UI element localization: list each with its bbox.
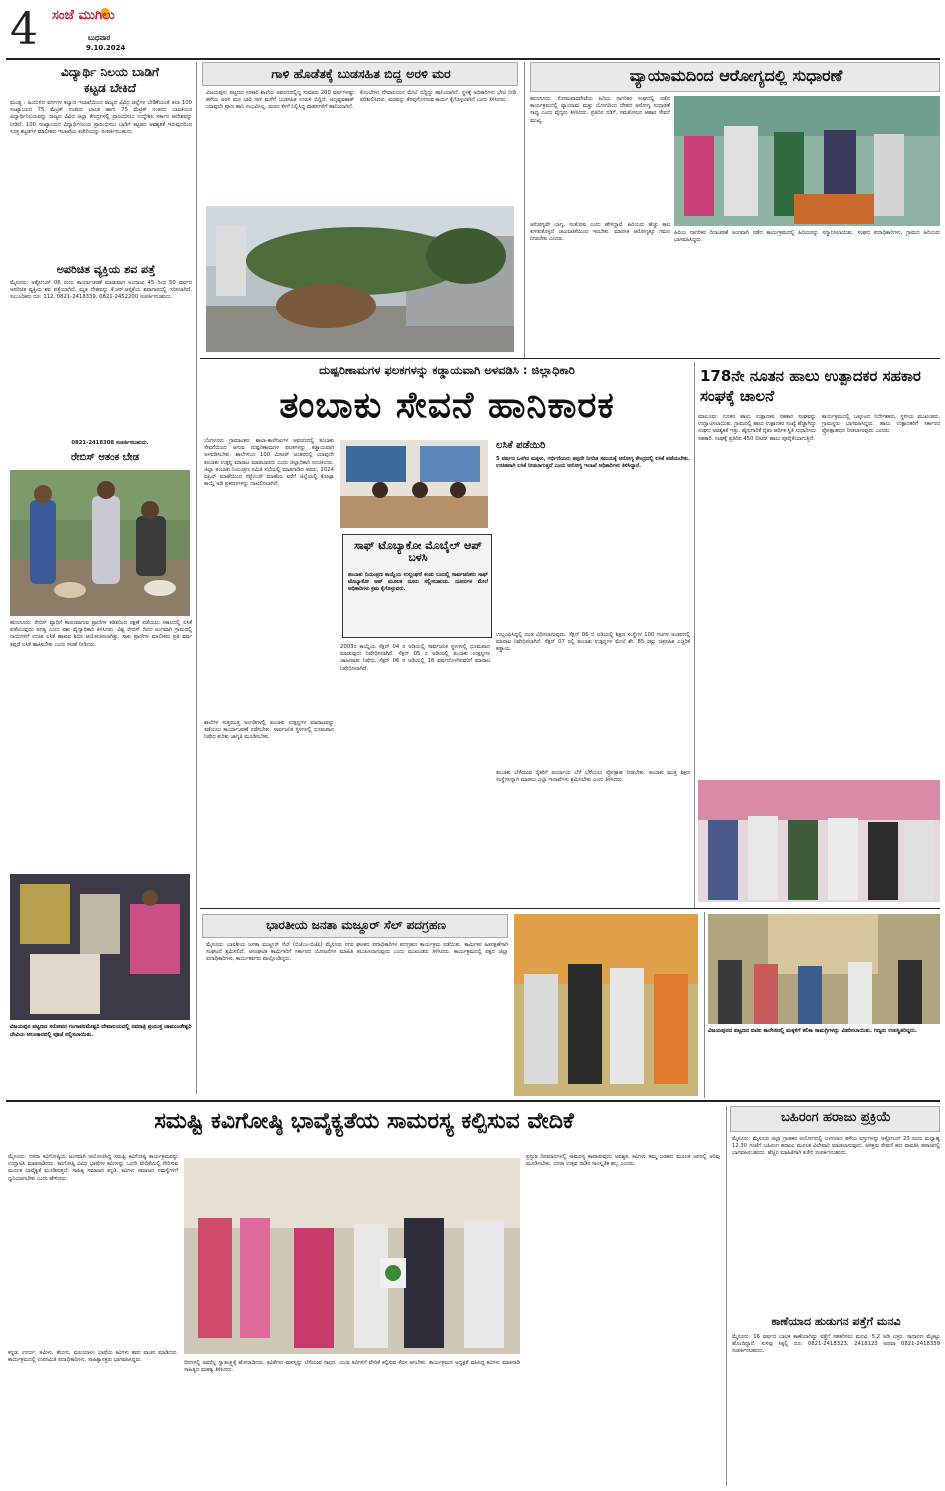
deadbody-headline: ಅಪರಿಚಿತ ವ್ಯಕ್ತಿಯ ಶವ ಪತ್ತೆ <box>56 263 156 276</box>
dairy-inauguration-image <box>698 780 940 902</box>
dairy-photo <box>698 780 940 902</box>
temple-photo <box>10 874 190 1020</box>
temple-caption: ವಿಜಯಪುರ ಪಟ್ಟಣದ ಸರೋವರ ಗಂಗಾಪರಮೇಶ್ವರಿ ದೇವಾಲಯದಲ್ಲಿ ನವರಾತ್ರಿ ಪ್ರಯುಕ್ತ ಚಾಮುಂಡೇಶ್ವರಿ ದೇವಿಯ ಅಲಂಕಾರದಲ್ಲಿ ಪೂಜೆ ಸಲ್ಲಿಸಲಾಯಿತು. <box>10 1024 192 1038</box>
section-rule-3 <box>6 1100 940 1102</box>
rabies-photo <box>10 470 190 616</box>
tobacco-callout-headline: ಸಾಫ್ ಟೊಬ್ಯಾಕೋ ಮೊಬೈಲ್ ಆಪ್ ಬಳಸಿ <box>354 539 482 565</box>
bjp-ceremony-image <box>514 914 698 1096</box>
exercise-photo <box>674 96 940 226</box>
masthead-rule <box>6 58 940 60</box>
hostel-headline-2: ಕಟ್ಟಡ ಬೇಕಿದೆ <box>84 81 136 95</box>
rabies-headline: ರೇಬಿಸ್ ಆತಂಕ ಬೇಡ <box>70 452 140 463</box>
dairy-headline: 178ನೇ ನೂತನ ಹಾಲು ಉತ್ಪಾದಕರ ಸಹಕಾರ ಸಂಘಕ್ಕೆ ಚಾಲನೆ <box>700 367 921 405</box>
column-divider-2 <box>524 62 525 358</box>
exercise-article-1: ಹುಣಸೂರು: ಸೋಮವಾರಪೇಟೆಯ ಹಿರಿಯ ನಾಗರಿಕರ ಸಂಘದಲ್ಲಿ ನಡೆದ ಕಾರ್ಯಕ್ರಮದಲ್ಲಿ ವ್ಯಾಯಾಮ ಮತ್ತು ಯೋಗದಿಂದ ದೇಹದ ಆರೋಗ್ಯ ಸುಧಾರಣೆ ಸಾಧ್ಯ ಎಂದು ವೈದ್ಯರು ತಿಳಿಸಿದರು. ಪ್ರತಿದಿನ ನಡಿಗೆ, ಸಮತೋಲನ ಆಹಾರ ಸೇವನೆ ಮುಖ್ಯ. <box>530 96 670 124</box>
tree-headline: ಗಾಳಿ ಹೊಡೆತಕ್ಕೆ ಬುಡಸಹಿತ ಬಿದ್ದ ಅರಳಿ ಮರ <box>271 66 451 81</box>
kavi-article-2: ಕನ್ನಡ, ಉರ್ದು, ತಮಿಳು, ತೆಲುಗು, ಮಲಯಾಳಂ ಭಾಷೆಯ ಕವಿಗಳು ಕವನ ವಾಚನ ಮಾಡಿದರು. ಕಾರ್ಯಕ್ರಮದಲ್ಲಿ ಉಪಸಮಿತಿ ಪದಾಧಿಕಾರಿಗಳು, ಸಾಹಿತ್ಯಾಸಕ್ತರು ಭಾಗವಹಿಸಿದ್ದರು. <box>8 1350 178 1364</box>
column-divider-3 <box>694 362 695 908</box>
section-rule-2 <box>200 908 940 909</box>
meeting-image <box>340 440 488 528</box>
kavi-article-1: ಮೈಸೂರು: ದಸರಾ ಕವಿಗೋಷ್ಠಿಯ ಅಂಗವಾಗಿ ಆಯೋಜಿಸಿದ್ದ ಸಮಷ್ಟಿ ಕವಿಗೋಷ್ಠಿ ಕಾರ್ಯಕ್ರಮವನ್ನು ಉದ್ಘಾಟಿಸಿ ಮಾತನಾಡಿದರು. ಕವಿಗೋಷ್ಠಿ ವಿವಿಧ ಭಾಷೆಗಳ ಕವಿಗಳನ್ನು ಒಂದೇ ವೇದಿಕೆಯಲ್ಲಿ ಸೇರಿಸುವ ಮೂಲಕ ಭಾವೈಕ್ಯತೆ ಮೂಡಿಸುತ್ತದೆ. ಸಾಹಿತ್ಯ ಸಮಾಜದ ಕನ್ನಡಿ. ಕವಿಗಳು ಸಮಾಜದ ಸಮಸ್ಯೆಗಳಿಗೆ ಧ್ವನಿಯಾಗಬೇಕು ಎಂದು ಹೇಳಿದರು. <box>8 1154 178 1182</box>
masthead <box>6 6 200 58</box>
vaccine-subhead: ಲಸಿಕೆ ಪಡೆಯಿರಿ <box>496 440 546 451</box>
kavi-photo <box>184 1158 520 1354</box>
auction-article: ಮೈಸೂರು: ಮೈಸೂರು ಜಿಲ್ಲಾ ಗ್ರಾಹಕರ ಆಯೋಗದಲ್ಲಿ ಬಳಸಲಾದ ಹಳೆಯ ವಸ್ತುಗಳನ್ನು ಅಕ್ಟೋಬರ್ 23 ರಂದು ಮಧ್ಯಾಹ್ನ 12.30 ಗಂಟೆಗೆ ಬಹಿರಂಗ ಹರಾಜು ಮೂಲಕ ವಿಲೇವಾರಿ ಮಾಡಲಾಗುವುದು. ಆಸಕ್ತರು ಠೇವಣಿ ಹಣ ಪಾವತಿಸಿ ಹರಾಜಿನಲ್ಲಿ ಭಾಗವಹಿಸಬಹುದು. ಹೆಚ್ಚಿನ ಮಾಹಿತಿಗಾಗಿ ಕಚೇರಿ ಸಂಪರ್ಕಿಸಬಹುದು. <box>732 1136 940 1157</box>
column-divider-5 <box>726 1106 727 1486</box>
masthead-date: 9.10.2024 <box>86 44 126 52</box>
exercise-headline: ವ್ಯಾಯಾಮದಿಂದ ಆರೋಗ್ಯದಲ್ಲಿ ಸುಧಾರಣೆ <box>629 66 843 85</box>
section-rule-1 <box>200 358 940 359</box>
column-divider <box>196 62 197 1094</box>
tobacco-meeting-photo <box>340 440 488 528</box>
missing-boy-article: ಮೈಸೂರು: 16 ವರ್ಷದ ಬಾಲಕ ಕಾಣೆಯಾಗಿದ್ದು ಪತ್ತೆಗೆ ಸಹಕರಿಸಲು ಮನವಿ. 5.2 ಅಡಿ ಎತ್ತರ, ಸಾಧಾರಣ ಮೈಕಟ್ಟು ಹೊಂದಿದ್ದಾನೆ. ಸುಳಿವು ಸಿಕ್ಕಲ್ಲಿ ದೂ: 0821-2418323, 2418123 ಅಥವಾ 0821-2418339 ಸಂಪರ್ಕಿಸಬಹುದು. <box>732 1334 940 1355</box>
tree-article-1: ವಿಜಯಪುರ: ಪಟ್ಟಣದ ಸರಕಾರಿ ಶಾಲೆಯ ಆವರಣದಲ್ಲಿದ್ದ ಸುಮಾರು 200 ವರ್ಷಗಳಷ್ಟು ಹಳೆಯ ಅರಳಿ ಮರ ಭಾರಿ ಗಾಳಿ ಮಳೆಗೆ ಬುಡಸಹಿತ ಉರುಳಿ ಬಿದ್ದಿದೆ. ಅದೃಷ್ಟವಶಾತ್ ಯಾವುದೇ ಪ್ರಾಣ ಹಾನಿ ಸಂಭವಿಸಿಲ್ಲ. ಮರದ ಕೆಳಗೆ ನಿಲ್ಲಿಸಿದ್ದ ವಾಹನಗಳಿಗೆ ಹಾನಿಯಾಗಿದೆ. <box>206 90 354 111</box>
tobacco-kicker: ದುಷ್ಪರಿಣಾಮಗಳ ಫಲಕಗಳನ್ನು ಕಡ್ಡಾಯವಾಗಿ ಅಳವಡಿಸಿ : ಜಿಲ್ಲಾಧಿಕಾರಿ <box>319 363 575 377</box>
masthead-day: ಬುಧವಾರ <box>88 34 111 42</box>
dairy-article-2: ಕಾರ್ಯಕ್ರಮದಲ್ಲಿ ಒಕ್ಕೂಟದ ನಿರ್ದೇಶಕರು, ಸ್ಥಳೀಯ ಮುಖಂಡರು, ಗ್ರಾಮಸ್ಥರು ಭಾಗವಹಿಸಿದ್ದರು. ಹಾಲು ಉತ್ಪಾದಕರಿಗೆ ಸರ್ಕಾರದ ಪ್ರೋತ್ಸಾಹಧನ ನೀಡಲಾಗುವುದು ಎಂದರು. <box>822 414 940 435</box>
fallen-tree-image <box>206 206 514 352</box>
tobacco-headline: ತಂಬಾಕು ಸೇವನೆ ಹಾನಿಕಾರಕ <box>279 385 615 426</box>
tree-article-2: ಕೊಂಬೆಗಳು ದೇವಾಲಯದ ಮೇಲೆ ಬಿದ್ದಿದ್ದು ಹಾನಿಯಾಗಿದೆ. ಸ್ಥಳಕ್ಕೆ ಅಧಿಕಾರಿಗಳು ಭೇಟಿ ನೀಡಿ ಪರಿಶೀಲಿಸಿದರು. ಮರವನ್ನು ತೆರವುಗೊಳಿಸುವ ಕಾರ್ಯ ಕೈಗೊಳ್ಳಲಾಗಿದೆ ಎಂದು ತಿಳಿಸಿದರು. <box>360 90 516 104</box>
column-divider-4 <box>704 912 705 1098</box>
kavigoshti-image <box>184 1158 520 1354</box>
tobacco-article-3: 2003ರ ಕಾಯ್ದೆಯ ಸೆಕ್ಷನ್ 04 ರ ಅಡಿಯಲ್ಲಿ ಸಾರ್ವಜನಿಕ ಸ್ಥಳಗಳಲ್ಲಿ ಧೂಮಪಾನ ಮಾಡುವುದು ನಿಷೇಧಿಸಲಾಗಿದೆ. ಸೆಕ್ಷನ್ 05 ರ ಅಡಿಯಲ್ಲಿ ತಂಬಾಕು ಉತ್ಪನ್ನಗಳ ಜಾಹೀರಾತು ನಿಷೇಧ, ಸೆಕ್ಷನ್ 06 ರ ಅಡಿಯಲ್ಲಿ 18 ವರ್ಷದೊಳಗಿನವರಿಗೆ ಮಾರಾಟ ನಿಷೇಧಿಸಲಾಗಿದೆ. <box>340 644 490 672</box>
bjp-headline: ಭಾರತೀಯ ಜನತಾ ಮಜ್ದೂರ್ ಸೆಲ್ ಪದಗ್ರಹಣ <box>266 918 446 932</box>
tobacco-article-1: ಬೆಂಗಳೂರು ಗ್ರಾಮಾಂತರ: ಶಾಲಾ-ಕಾಲೇಜುಗಳ ಆವರಣದಲ್ಲಿ ತಂಬಾಕು ಸೇವನೆಯಿಂದ ಆಗುವ ದುಷ್ಪರಿಣಾಮಗಳ ಫಲಕಗಳನ್ನು ಕಡ್ಡಾಯವಾಗಿ ಅಳವಡಿಸಬೇಕು. ಶಾಲೆಗಳಿಂದ 100 ಮೀಟರ್ ಅಂತರದಲ್ಲಿ ಯಾವುದೇ ತಂಬಾಕು ಉತ್ಪನ್ನ ಮಾರಾಟ ಮಾಡಬಾರದು ಎಂದು ಜಿಲ್ಲಾಧಿಕಾರಿ ಸೂಚಿಸಿದರು. ಜಿಲ್ಲಾ ತಂಬಾಕು ನಿಯಂತ್ರಣ ಸಮಿತಿ ಸಭೆಯಲ್ಲಿ ಮಾತನಾಡಿದ ಅವರು, 2024 ಏಪ್ರಿಲ್ ಮಾಹೆಯಿಂದ ಸೆಪ್ಟೆಂಬರ್ ಮಾಹೆಯ ವರೆಗೆ ಜಿಲ್ಲೆಯಲ್ಲಿ ಕೋಟ್ಪಾ ಕಾಯ್ದೆ ಅಡಿ ಪ್ರಕರಣಗಳನ್ನು ದಾಖಲಿಸಲಾಗಿದೆ. <box>204 438 334 488</box>
kavi-article-3: ದಿನಗಳಲ್ಲಿ ಅವರೆಲ್ಲ ಸ್ವಾತಂತ್ರ್ಯಕ್ಕೆ ಹೋರಾಡಿದರು. ಕವಿತೆಗಳು ಮನಸ್ಸನ್ನು ಬೆಸೆಯುವ ಸಾಧನ. ಯುವ ಕವಿಗಳಿಗೆ ವೇದಿಕೆ ಕಲ್ಪಿಸುವ ಕೆಲಸ ಆಗಬೇಕು. ಕಾರ್ಯಕ್ರಮದ ಅಧ್ಯಕ್ಷತೆ ವಹಿಸಿದ್ದ ಕವಿಗಳು ಮಾತನಾಡಿ ಸಾಹಿತ್ಯದ ಮಹತ್ವ ತಿಳಿಸಿದರು. <box>184 1360 520 1374</box>
dairy-article-1: ಮಾಲೂರು: ನೂತನ ಹಾಲು ಉತ್ಪಾದಕರ ಸಹಕಾರ ಸಂಘವನ್ನು ಉದ್ಘಾಟಿಸಲಾಯಿತು. ಗ್ರಾಮದಲ್ಲಿ ಹಾಲು ಉತ್ಪಾದಕರ ಸಂಖ್ಯೆ ಹೆಚ್ಚಾಗಿದ್ದು ಸಂಘದ ಅವಶ್ಯಕತೆ ಇತ್ತು. ಹೈನುಗಾರಿಕೆ ರೈತರ ಆರ್ಥಿಕ ಸ್ಥಿತಿ ಸುಧಾರಿಸಲು ಸಹಕಾರಿ. ಸಂಘಕ್ಕೆ ಪ್ರತಿದಿನ 450 ಲೀಟರ್ ಹಾಲು ಪೂರೈಕೆಯಾಗುತ್ತಿದೆ. <box>698 414 816 442</box>
exercise-article-2: ಆರೋಗ್ಯವೇ ಭಾಗ್ಯ, ಸಂತೋಷ ಎಂದು ಹೇಳಿದ್ದಾರೆ. ಹಿರಿಯರು ಹೆಚ್ಚು ಕಾಲ ಕುಳಿತುಕೊಳ್ಳದೆ ಚಟುವಟಿಕೆಯಿಂದ ಇರಬೇಕು. ಮಾನಸಿಕ ಆರೋಗ್ಯಕ್ಕೂ ಗಮನ ನೀಡಬೇಕು ಎಂದರು. <box>530 222 670 243</box>
iti-college-image <box>708 914 940 1024</box>
iti-caption: ವಿಜಯಪುರದ ಪಟ್ಟಣದ ಐಟಿಐ ಕಾಲೇಜಿನಲ್ಲಿ ಮಕ್ಕಳಿಗೆ ಕಲಿಕಾ ಸಾಮಗ್ರಿಗಳನ್ನು ವಿತರಿಸಲಾಯಿತು. ಗಣ್ಯರು ಉಪಸ್ಥಿತರಿದ್ದರು. <box>708 1028 917 1034</box>
page-number: 4 <box>10 4 38 55</box>
hostel-headline: ವಿದ್ಯಾರ್ಥಿ ನಿಲಯ ಬಾಡಿಗೆ <box>61 65 159 79</box>
tobacco-article-2: ಶಾಲೆಗಳ ಸುತ್ತಮುತ್ತ ಅಂಗಡಿಗಳಲ್ಲಿ ತಂಬಾಕು ಉತ್ಪನ್ನಗಳ ಮಾರಾಟವನ್ನು ತಡೆಯಲು ಕಾರ್ಯಾಚರಣೆ ನಡೆಸಬೇಕು. ಸಾರ್ವಜನಿಕ ಸ್ಥಳಗಳಲ್ಲಿ ಧೂಮಪಾನ ನಿಷೇಧ ಕುರಿತು ಜಾಗೃತಿ ಮೂಡಿಸಬೇಕು. <box>204 720 334 741</box>
bjp-photo <box>514 914 698 1096</box>
kavi-article-4: ಪ್ರಸ್ತುತ ದಿನಮಾನಗಳಲ್ಲಿ ಸಾಮರಸ್ಯ ಕಾಪಾಡುವುದು ಅವಶ್ಯಕ. ಕವಿಗಳು ತಮ್ಮ ಬರಹದ ಮೂಲಕ ಜನರಲ್ಲಿ ಅರಿವು ಮೂಡಿಸಬೇಕು. ದಸರಾ ಉತ್ಸವ ನಾಡಿನ ಸಾಂಸ್ಕೃತಿಕ ಹಬ್ಬ ಎಂದರು. <box>526 1154 720 1168</box>
rabies-article: ಹುಣಸೂರು: ರೇಬಿಸ್ ವ್ಯಾಧಿಗೆ ಕಾರಣವಾಗುವ ಪ್ರಾಣಿಗಳ ಕಡಿತದಿಂದ ರಕ್ಷಣೆ ಪಡೆಯಲು ಸಕಾಲದಲ್ಲಿ ಲಸಿಕೆ ಪಡೆಯುವುದು ಅಗತ್ಯ ಎಂದು ಪಶು ವೈದ್ಯಾಧಿಕಾರಿ ತಿಳಿಸಿದರು. ವಿಶ್ವ ರೇಬಿಸ್ ದಿನದ ಅಂಗವಾಗಿ ಗ್ರಾಮದಲ್ಲಿ ನಾಯಿಗಳಿಗೆ ಉಚಿತ ಲಸಿಕೆ ಹಾಕುವ ಶಿಬಿರ ಆಯೋಜಿಸಲಾಗಿತ್ತು. ಸಾಕು ಪ್ರಾಣಿಗಳ ಮಾಲೀಕರು ಪ್ರತಿ ವರ್ಷ ತಪ್ಪದೆ ಲಸಿಕೆ ಹಾಕಿಸಬೇಕು ಎಂದು ಸಲಹೆ ನೀಡಿದರು. <box>10 620 192 648</box>
exercise-caption: ಹಿರಿಯ ನಾಗರಿಕರ ದಿನಾಚರಣೆ ಅಂಗವಾಗಿ ನಡೆದ ಕಾರ್ಯಕ್ರಮದಲ್ಲಿ ಹಿರಿಯರನ್ನು ಸನ್ಮಾನಿಸಲಾಯಿತು. ಸಂಘದ ಪದಾಧಿಕಾರಿಗಳು, ಗ್ರಾಮದ ಹಿರಿಯರು ಭಾಗವಹಿಸಿದ್ದರು. <box>674 230 940 244</box>
bjp-article: ಮೈಸೂರು: ಭಾರತೀಯ ಜನತಾ ಮಜ್ದೂರ್ ಸೆಲ್ (ಬಿಜೆಎಂ-ಬಿಜೆಪಿ) ಮೈಸೂರು ನಗರ ಘಟಕದ ಪದಾಧಿಕಾರಿಗಳ ಪದಗ್ರಹಣ ಕಾರ್ಯಕ್ರಮ ನಡೆಯಿತು. ಕಾರ್ಮಿಕರ ಹಿತರಕ್ಷಣೆಗಾಗಿ ಸಂಘಟನೆ ಶ್ರಮಿಸಲಿದೆ. ಅಸಂಘಟಿತ ಕಾರ್ಮಿಕರಿಗೆ ಸರ್ಕಾರದ ಯೋಜನೆಗಳ ಮಾಹಿತಿ ತಲುಪಿಸಲಾಗುವುದು ಎಂದು ಮುಖಂಡರು ತಿಳಿಸಿದರು. ಕಾರ್ಯಕ್ರಮದಲ್ಲಿ ಪಕ್ಷದ ಜಿಲ್ಲಾ ಪದಾಧಿಕಾರಿಗಳು, ಕಾರ್ಯಕರ್ತರು ಪಾಲ್ಗೊಂಡಿದ್ದರು. <box>206 942 508 963</box>
vaccine-article: 5 ವರ್ಷದ ಒಳಗಿನ ಮಕ್ಕಳು, ಗರ್ಭಿಣಿಯರು ತಪ್ಪದೇ ನಿಗದಿತ ಸಮಯಕ್ಕೆ ಆರೋಗ್ಯ ಕೇಂದ್ರದಲ್ಲಿ ಲಸಿಕೆ ಪಡೆಯಬೇಕು. ಉಚಿತವಾಗಿ ಲಸಿಕೆ ನೀಡಲಾಗುತ್ತದೆ ಎಂದು ಆರೋಗ್ಯ ಇಲಾಖೆ ಅಧಿಕಾರಿಗಳು ತಿಳಿಸಿದ್ದಾರೆ. <box>496 456 690 470</box>
brand-logo <box>52 8 164 26</box>
hostel-article: ಮಂಡ್ಯ : ಹಿಂದುಳಿದ ವರ್ಗಗಳ ಕಲ್ಯಾಣ ಇಲಾಖೆಯಿಂದ ರಾಜ್ಯದ ವಿವಿಧ ಜಿಲ್ಲೆಗಳ ಬೇಡಿಕೆಯಂತೆ ತಲಾ 100 ಸಂಖ್ಯಾಬಲದ 75 ಮೆಟ್ರಿಕ್ ನಂತರದ ಬಾಲಕ ಹಾಗು 75 ಮೆಟ್ರಿಕ್ ನಂತರದ ಬಾಲಕಿಯರ ವಿದ್ಯಾರ್ಥಿನಿಲಯವನ್ನು ರಾಜ್ಯದ ವಿವಿಧ ಜಿಲ್ಲಾ ಕೇಂದ್ರಗಳಲ್ಲಿ ಪ್ರಾರಂಭಿಸಲು ಉದ್ದೇಶಿಸಿ ಸರ್ಕಾರ ಆದೇಶವನ್ನು ನೀಡಿದೆ. 100 ಸಂಖ್ಯಾಬಲದ ವಿದ್ಯಾರ್ಥಿನಿಲಯ ಪ್ರಾರಂಭಿಸಲು ಬಾಡಿಗೆ ಕಟ್ಟಡದ ಅವಶ್ಯಕತೆ ಇರುವುದರಿಂದ ಸೂಕ್ತ ಕಟ್ಟಡಗಳ ಮಾಲೀಕರು ಇಲಾಖೆಯ ಕಚೇರಿಯನ್ನು ಸಂಪರ್ಕಿಸಬಹುದು. <box>10 100 192 135</box>
missing-boy-headline: ಕಾಣೆಯಾದ ಹುಡುಗನ ಪತ್ತೆಗೆ ಮನವಿ <box>771 1315 901 1328</box>
tree-photo <box>206 206 514 352</box>
iti-photo <box>708 914 940 1024</box>
auction-headline: ಬಹಿರಂಗ ಹರಾಜು ಪ್ರಕ್ರಿಯೆ <box>781 1110 891 1125</box>
vaccination-camp-image <box>10 470 190 616</box>
temple-ritual-image <box>10 874 190 1020</box>
tobacco-callout-text: ತಂಬಾಕು ನಿಯಂತ್ರಣ ಕಾಯ್ದೆಯ ಉಲ್ಲಂಘನೆ ಕಂಡು ಬಂದಲ್ಲಿ ಸಾರ್ವಜನಿಕರು ಸಾಫ್ ಟೊಬ್ಯಾಕೋ ಆಪ್ ಮೂಲಕ ದೂರು ಸಲ್ಲಿಸಬಹುದು. ದೂರುಗಳ ಮೇಲೆ ಅಧಿಕಾರಿಗಳು ಕ್ರಮ ಕೈಗೊಳ್ಳುವರು. <box>348 572 488 593</box>
contact-line: 0821-2418308 ಸಂಪರ್ಕಿಸಬಹುದು. <box>71 440 149 446</box>
tobacco-article-4: ಉಲ್ಲಂಘಿಸಿದ್ದಲ್ಲಿ ದಂಡ ವಿಧಿಸಲಾಗುವುದು. ಸೆಕ್ಷನ್ 06 ಬಿ ಅಡಿಯಲ್ಲಿ ಶಿಕ್ಷಣ ಸಂಸ್ಥೆಗಳ 100 ಗಜಗಳ ಅಂತರದಲ್ಲಿ ಮಾರಾಟ ನಿಷೇಧಿಸಲಾಗಿದೆ. ಸೆಕ್ಷನ್ 07 ರಲ್ಲಿ ತಂಬಾಕು ಉತ್ಪನ್ನಗಳ ಮೇಲೆ ಶೇ. 85 ರಷ್ಟು ಚಿತ್ರಸಹಿತ ಎಚ್ಚರಿಕೆ ಕಡ್ಡಾಯ. <box>496 632 690 653</box>
tobacco-article-5: ತಂಬಾಕು ಬೆಳೆಯುವ ರೈತರಿಗೆ ಪರ್ಯಾಯ ಬೆಳೆ ಬೆಳೆಯಲು ಪ್ರೋತ್ಸಾಹ ನೀಡಬೇಕು. ತಂಬಾಕು ಮುಕ್ತ ಶಿಕ್ಷಣ ಸಂಸ್ಥೆಗಳನ್ನಾಗಿ ಮಾಡಲು ಎಲ್ಲಾ ಇಲಾಖೆಗಳು ಶ್ರಮಿಸಬೇಕು ಎಂದು ತಿಳಿಸಿದರು. <box>496 770 690 784</box>
kavi-headline: ಸಮಷ್ಟಿ ಕವಿಗೋಷ್ಠಿ ಭಾವೈಕ್ಯತೆಯ ಸಾಮರಸ್ಯ ಕಲ್ಪಿಸುವ ವೇದಿಕೆ <box>154 1109 574 1134</box>
brand-name: ಸಂಜೆ ಮುಗಿಲು <box>52 8 115 23</box>
deadbody-article: ಮೈಸೂರು: ಅಕ್ಟೋಬರ್ 06 ರಂದು ಕಾರ್ಯಾಚರಣೆ ಮಾಡುವಾಗ ಅಂದಾಜು 45 ರಿಂದ 50 ವರ್ಷದ ಅಪರಿಚಿತ ವ್ಯಕ್ತಿಯ ಶವ ಪತ್ತೆಯಾಗಿದೆ. ಮೃತ ದೇಹವನ್ನು ಕೆ.ಆರ್.ಆಸ್ಪತ್ರೆಯ ಶವಾಗಾರದಲ್ಲಿ ಇರಿಸಲಾಗಿದೆ. ಸಂಬಂಧಿಕರು ದೂ: 112, 0821-2418339, 0821-2452200 ಸಂಪರ್ಕಿಸಬಹುದು. <box>10 280 192 301</box>
senior-citizens-image <box>674 96 940 226</box>
